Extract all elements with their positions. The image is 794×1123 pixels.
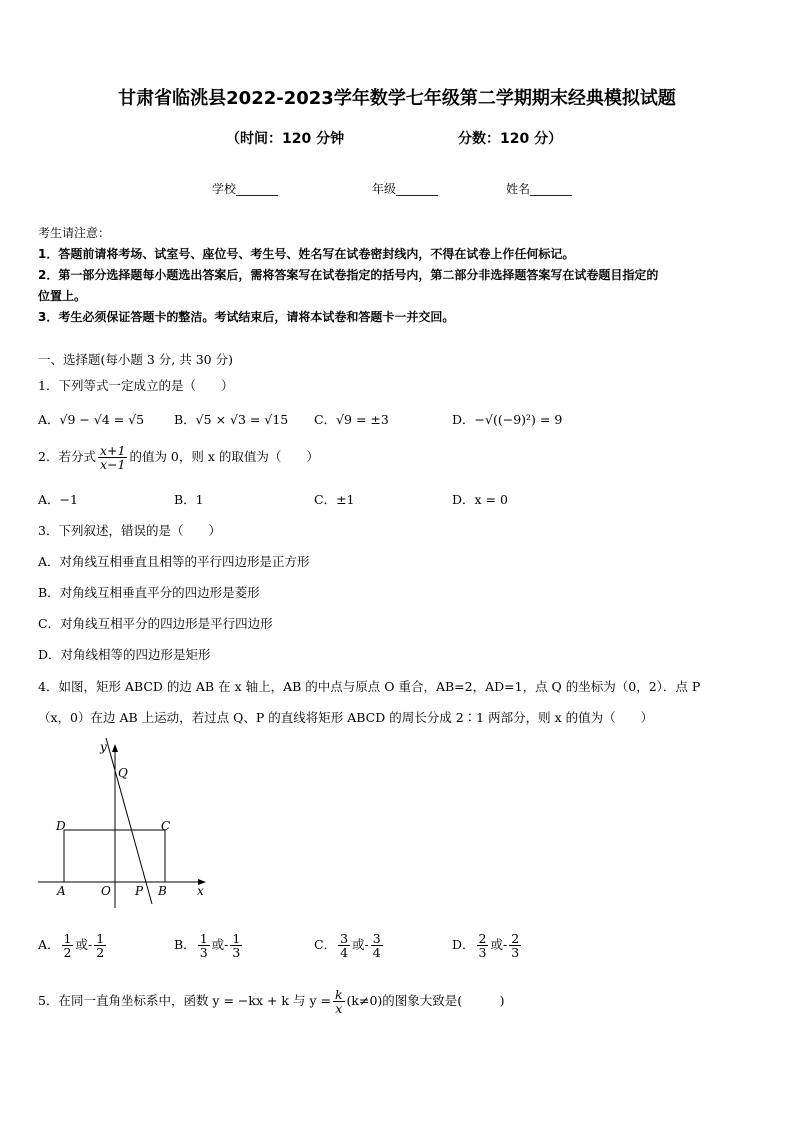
numerator: 3 [340, 931, 349, 946]
name-field: 姓名_______ [506, 182, 573, 196]
q5-fraction-denominator: x [335, 1001, 343, 1017]
notice-heading: 考生请注意： [38, 226, 111, 240]
q4-option-d [452, 932, 523, 959]
q2-option-a: A．−1 [38, 492, 78, 507]
q4-option-a [38, 932, 108, 959]
question-1-stem: 1．下列等式一定成立的是（ ） [38, 378, 234, 393]
section-heading: 一、选择题(每小题 3 分, 共 30 分) [38, 352, 233, 367]
denominator: 2 [96, 945, 105, 961]
q1-option-d: D．−√((−9)²) = 9 [452, 412, 563, 427]
denominator: 3 [232, 945, 241, 961]
q1-option-b: B．√5 × √3 = √15 [174, 412, 289, 427]
q2-stem-post: 的值为 0，则 x 的取值为（ ） [129, 449, 319, 465]
q3-option-b: B．对角线互相垂直平分的四边形是菱形 [38, 585, 260, 600]
denominator: 3 [199, 945, 208, 961]
q1-option-a: A．√9 − √4 = √5 [38, 412, 145, 427]
exam-score: 分数：120 分） [458, 131, 563, 147]
numerator: 2 [511, 931, 520, 946]
q2-option-d: D．x = 0 [452, 492, 508, 507]
q2-option-c: C．±1 [314, 492, 355, 507]
denominator: 3 [511, 945, 520, 961]
label-p: P [135, 884, 144, 898]
q4-option-d-frac-2 [509, 932, 521, 959]
numerator: 3 [372, 931, 381, 946]
line-qp [106, 738, 152, 904]
or-negative: 或- [75, 937, 93, 953]
q2-fraction-denominator: x−1 [99, 457, 126, 473]
q5-stem-post: (k≠0)的图象大致是( ) [346, 993, 505, 1009]
notice-item-2-cont: 位置上。 [38, 289, 87, 303]
question-4-stem-line-2: （x，0）在边 AB 上运动，若过点 Q、P 的直线将矩形 ABCD 的周长分成 2∶1 两部分，则 x 的值为（ ） [38, 710, 654, 725]
label-y: y [100, 740, 107, 754]
q4-option-b-letter: B． [174, 937, 196, 953]
q4-option-a-frac-2 [94, 932, 106, 959]
question-5-stem [38, 988, 505, 1015]
q4-option-d-frac-1 [477, 932, 489, 959]
label-d: D [56, 819, 66, 833]
q2-fraction-numerator: x+1 [99, 443, 126, 458]
q4-option-a-frac-1 [62, 932, 74, 959]
q4-option-c-frac-2 [371, 932, 383, 959]
or-negative: 或- [211, 937, 229, 953]
question-2-stem [38, 444, 319, 471]
notice-item-2: 2．第一部分选择题每小题选出答案后，需将答案写在试卷指定的括号内，第二部分非选择题答案写在试卷题目指定的 [38, 268, 659, 282]
q5-fraction-numerator: k [334, 987, 343, 1002]
label-q: Q [118, 766, 128, 780]
q4-option-b-frac-2 [230, 932, 242, 959]
numerator: 1 [63, 931, 72, 946]
q5-fraction [333, 988, 345, 1015]
exam-title: 甘肃省临洮县2022-2023学年数学七年级第二学期期末经典模拟试题 [118, 88, 676, 109]
numerator: 1 [96, 931, 105, 946]
y-axis-arrow [112, 744, 118, 752]
numerator: 2 [478, 931, 487, 946]
q4-option-c-letter: C． [314, 937, 337, 953]
grade-field: 年级_______ [372, 182, 439, 196]
label-o: O [101, 884, 111, 898]
exam-time: （时间：120 分钟 [226, 131, 345, 147]
q4-option-b [174, 932, 244, 959]
q3-option-d: D．对角线相等的四边形是矩形 [38, 647, 211, 662]
notice-item-3: 3．考生必须保证答题卡的整洁。考试结束后，请将本试卷和答题卡一并交回。 [38, 310, 455, 324]
question-4-stem-line-1: 4．如图，矩形 ABCD 的边 AB 在 x 轴上，AB 的中点与原点 O 重合，AB=2，AD=1，点 Q 的坐标为（0，2）．点 P [38, 679, 701, 694]
question-3-stem: 3．下列叙述，错误的是（ ） [38, 523, 221, 538]
q3-option-a: A．对角线互相垂直且相等的平行四边形是正方形 [38, 554, 310, 569]
q2-option-b: B．1 [174, 492, 204, 507]
or-negative: 或- [352, 937, 369, 953]
notice-item-1: 1．答题前请将考场、试室号、座位号、考生号、姓名写在试卷密封线内，不得在试卷上作任何标记。 [38, 247, 575, 261]
q5-stem-pre: 5．在同一直角坐标系中，函数 y = −kx + k 与 y = [38, 993, 331, 1009]
q4-option-d-letter: D． [452, 937, 475, 953]
denominator: 3 [478, 945, 487, 961]
label-c: C [161, 819, 171, 833]
label-x: x [197, 884, 204, 898]
q4-option-c [314, 932, 385, 959]
q2-fraction [98, 444, 127, 471]
q4-option-c-frac-1 [338, 932, 350, 959]
or-negative: 或- [490, 937, 508, 953]
denominator: 2 [63, 945, 72, 961]
numerator: 1 [232, 931, 241, 946]
q4-option-b-frac-1 [198, 932, 210, 959]
school-field: 学校_______ [212, 182, 279, 196]
q1-option-c: C．√9 = ±3 [314, 412, 389, 427]
numerator: 1 [199, 931, 208, 946]
label-a: A [57, 884, 66, 898]
q4-figure [36, 738, 216, 910]
denominator: 4 [372, 945, 381, 961]
q2-stem-pre: 2．若分式 [38, 449, 96, 465]
label-b: B [158, 884, 167, 898]
q3-option-c: C．对角线互相平分的四边形是平行四边形 [38, 616, 273, 631]
q4-option-a-letter: A． [38, 937, 60, 953]
denominator: 4 [340, 945, 349, 961]
